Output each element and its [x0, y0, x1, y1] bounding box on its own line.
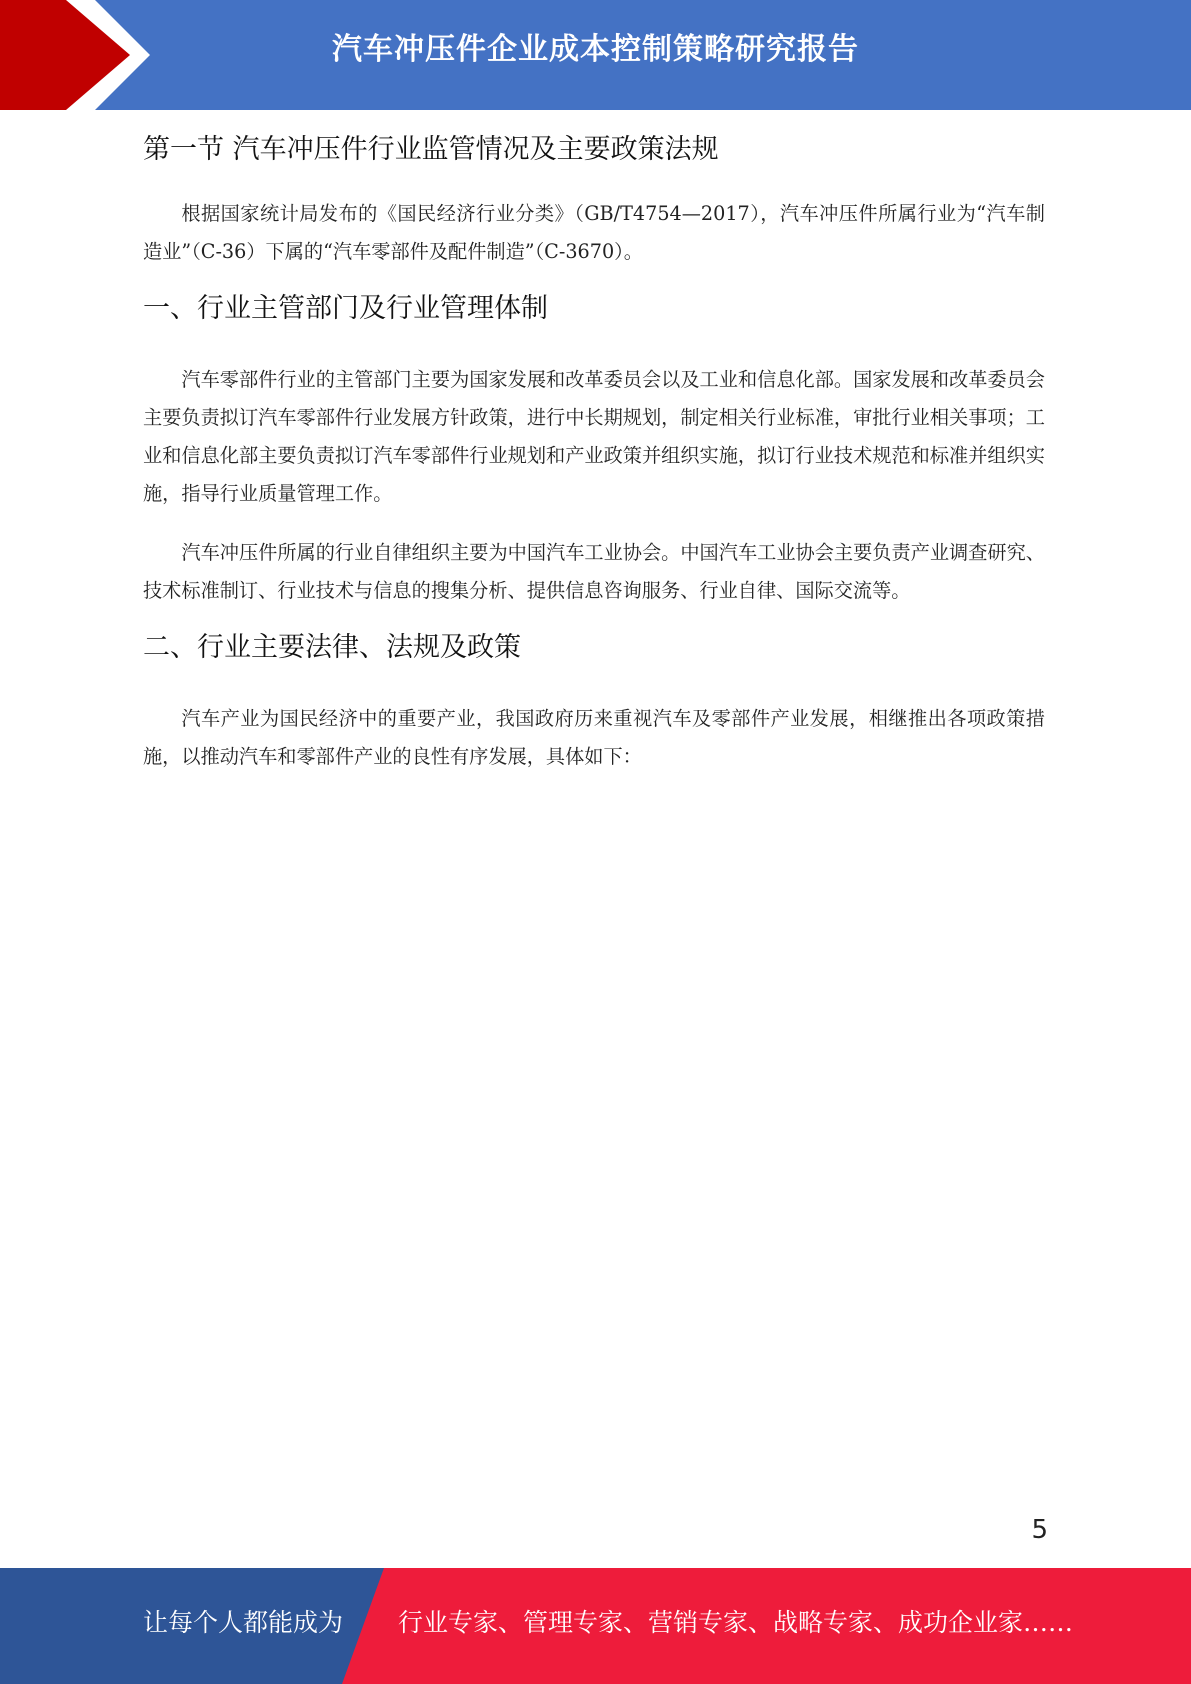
subsection-title-laws-policies: 二、行业主要法律、法规及政策 [143, 632, 521, 663]
page-number: 5 [1031, 1515, 1048, 1545]
main-content [143, 128, 1045, 776]
footer-banner [0, 1568, 1191, 1684]
paragraph-regulators: 汽车零部件行业的主管部门主要为国家发展和改革委员会以及工业和信息化部。国家发展和改革委员会主要负责拟订汽车零部件行业发展方针政策，进行中长期规划，制定相关行业标准，审批行业相关事项；工业和信息化部主要负责拟订汽车零部件行业规划和产业政策并组织实施，拟订行业技术规范和标准并组织实施，指导行业质量管理工作。 [143, 368, 1045, 505]
footer-slogan-left: 让每个人都能成为 [143, 1608, 344, 1637]
header-banner [0, 0, 1191, 110]
intro-paragraph: 根据国家统计局发布的《国民经济行业分类》（GB/T4754—2017），汽车冲压件所属行业为“汽车制造业”（C-36）下属的“汽车零部件及配件制造”（C-3670）。 [143, 202, 1045, 263]
section-title: 第一节 汽车冲压件行业监管情况及主要政策法规 [143, 134, 719, 165]
paragraph-policies: 汽车产业为国民经济中的重要产业，我国政府历来重视汽车及零部件产业发展，相继推出各项政策措施，以推动汽车和零部件产业的良性有序发展，具体如下： [143, 707, 1045, 768]
report-title: 汽车冲压件企业成本控制策略研究报告 [332, 32, 859, 67]
subsection-title-regulators: 一、行业主管部门及行业管理体制 [143, 293, 548, 324]
paragraph-industry-association: 汽车冲压件所属的行业自律组织主要为中国汽车工业协会。中国汽车工业协会主要负责产业调查研究、技术标准制订、行业技术与信息的搜集分析、提供信息咨询服务、行业自律、国际交流等。 [143, 541, 1045, 602]
footer-slogan-right: 行业专家、管理专家、营销专家、战略专家、成功企业家…… [398, 1608, 1074, 1637]
